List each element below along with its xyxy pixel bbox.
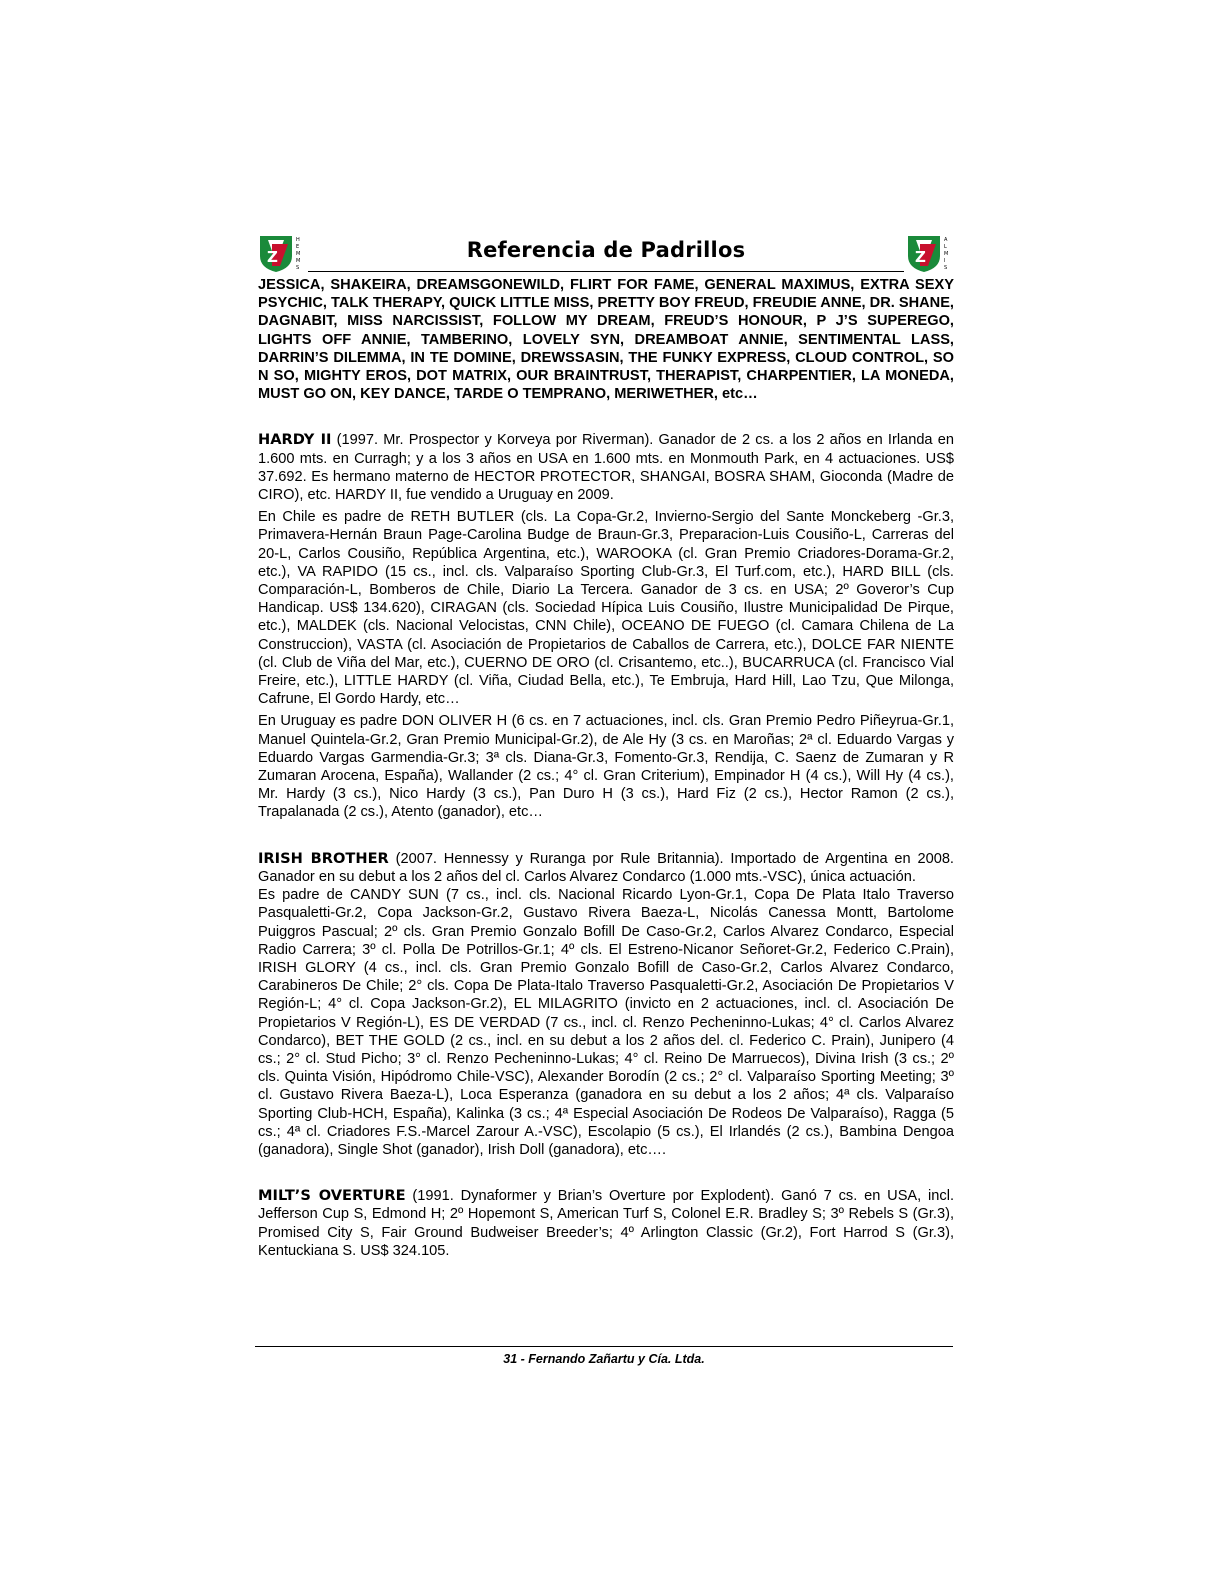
svg-text:E: E xyxy=(296,244,300,250)
sire-entry-paragraph: En Uruguay es padre DON OLIVER H (6 cs. en 7 actuaciones, incl. cls. Gran Premio Pedro Piñeyrua-Gr.1, Manuel Quintela-Gr.2, Gran Premio Municipal-Gr.2), de Ale Hy (3 cs. en Maroñas; 2ª cl. Eduardo Vargas y Eduardo Vargas Garmendia-Gr.3; 3ª cls. Diana-Gr.3, Fomento-Gr.3, Rendija, C. Saenz de Zumaran y R Zumaran Arocena, España), Wallander (2 cs.; 4° cl. Gran Criterium), Empinador H (4 cs.), Will Hy (4 cs.), Mr. Hardy (3 cs.), Nico Hardy (3 cs.), Pan Duro H (3 cs.), Hard Fiz (2 cs.), Hector Ramon (2 cs.), Trapalanada (2 cs.), Atento (ganador), etc… xyxy=(258,713,954,821)
svg-text:Z: Z xyxy=(915,248,926,266)
svg-text:M: M xyxy=(944,251,949,257)
svg-text:Z: Z xyxy=(267,248,278,266)
title-underline xyxy=(308,271,904,272)
logo-left xyxy=(258,232,306,274)
svg-text:H: H xyxy=(296,237,300,243)
page-title: Referencia de Padrillos xyxy=(466,238,746,262)
sire-entry-paragraph: MILT’S OVERTURE (1991. Dynaformer y Brian’s Overture por Explodent). Ganó 7 cs. en USA, incl. Jefferson Cup S, Edmond H; 2º Hopemont S, American Turf S, Colonel E.R. Bradley S; 3º Rebels S (Gr.3), Promised City S, Fair Ground Budweiser Breeder’s; 4º Arlington Classic (Gr.2), Fort Harrod S (Gr.3), Kentuckiana S. US$ 324.105. xyxy=(258,1187,954,1259)
intro-offspring-list: JESSICA, SHAKEIRA, DREAMSGONEWILD, FLIRT FOR FAME, GENERAL MAXIMUS, EXTRA SEXY PSYCHIC, TALK THERAPY, QUICK LITTLE MISS, PRETTY BOY FREUD, FREUDIE ANNE, DR. SHANE, DAGNABIT, MISS NARCISSIST, FOLLOW MY DREAM, FREUD’S HONOUR, P J’S SUPEREGO, LIGHTS OFF ANNIE, TAMBERINO, LOVELY SYN, DREAMBOAT ANNIE, SENTIMENTAL LASS, DARRIN’S DILEMMA, IN TE DOMINE, DREWSSASIN, THE FUNKY EXPRESS, CLOUD CONTROL, SO N SO, MIGHTY EROS, DOT MATRIX, OUR BRAINTRUST, THERAPIST, CHARPENTIER, LA MONEDA, MUST GO ON, KEY DANCE, TARDE O TEMPRANO, MERIWETHER, etc… xyxy=(258,277,954,403)
svg-text:I: I xyxy=(944,258,946,264)
footer-rule xyxy=(255,1346,953,1347)
sire-name: HARDY II xyxy=(258,431,332,449)
sire-entry-paragraph: HARDY II (1997. Mr. Prospector y Korveya por Riverman). Ganador de 2 cs. a los 2 años en Irlanda en 1.600 mts. en Curragh; y a los 3 años en USA en 1.600 mts. en Monmouth Park, en 4 actuaciones. US$ 37.692. Es hermano materno de HECTOR PROTECTOR, SHANGAI, BOSRA SHAM, Gioconda (Madre de CIRO), etc. HARDY II, fue vendido a Uruguay en 2009. xyxy=(258,431,954,504)
page-header xyxy=(258,232,954,276)
logo-right xyxy=(906,232,954,274)
svg-text:S: S xyxy=(944,265,948,271)
svg-text:A: A xyxy=(944,237,948,243)
svg-text:M: M xyxy=(296,251,301,257)
sire-entry-paragraph: IRISH BROTHER (2007. Hennessy y Ruranga por Rule Britannia). Importado de Argentina en 2008. Ganador en su debut a los 2 años del cl. Carlos Alvarez Condarco (1.000 mts.-VSC), única actuación. xyxy=(258,849,954,885)
document-page xyxy=(258,232,954,1260)
svg-text:M: M xyxy=(296,258,301,264)
page-footer: 31 - Fernando Zañartu y Cía. Ltda. xyxy=(503,1352,705,1366)
sire-name: MILT’S OVERTURE xyxy=(258,1187,406,1205)
shield-logo-icon xyxy=(906,232,954,274)
sire-name: IRISH BROTHER xyxy=(258,849,389,867)
sire-entry-paragraph: En Chile es padre de RETH BUTLER (cls. La Copa-Gr.2, Invierno-Sergio del Sante Monckeberg -Gr.3, Primavera-Hernán Braun Page-Carolina Budge de Braun-Gr.3, Preparacion-Luis Cousiño-L, Carreras del 20-L, Carlos Cousiño, República Argentina, etc.), WAROOKA (cl. Gran Premio Criadores-Dorama-Gr.2, etc.), VA RAPIDO (15 cs., incl. cls. Valparaíso Sporting Club-Gr.3, El Turf.com, etc.), HARD BILL (cls. Comparación-L, Bomberos de Chile, Diario La Tercera. Ganador de 3 cs. en USA; 2º Goveror’s Cup Handicap. US$ 134.620), CIRAGAN (cls. Sociedad Hípica Luis Cousiño, Ilustre Municipalidad De Pirque, etc.), MALDEK (cls. Nacional Velocistas, CNN Chile), OCEANO DE FUEGO (cl. Camara Chilena de La Construccion), VASTA (cl. Asociación de Propietarios de Caballos de Carrera, etc.), DOLCE FAR NIENTE (cl. Club de Viña del Mar, etc.), CUERNO DE ORO (cl. Crisantemo, etc..), BUCARRUCA (cl. Francisco Vial Freire, etc.), LITTLE HARDY (cl. Viña, Ciudad Bella, etc.), Te Embruja, Hard Hill, Lao Tzu, Que Milonga, Cafrune, El Gordo Hardy, etc… xyxy=(258,509,954,708)
svg-text:L: L xyxy=(944,244,947,250)
sire-entry-paragraph: Es padre de CANDY SUN (7 cs., incl. cls. Nacional Ricardo Lyon-Gr.1, Copa De Plata Italo Traverso Pasqualetti-Gr.2, Copa Jackson-Gr.2, Gustavo Rivera Baeza-L, Nicolás Canessa Montt, Bartolome Puiggros Pascual; 2º cls. Gran Premio Gonzalo Bofill De Caso-Gr.2, Carlos Alvarez Condarco, Especial Radio Carrera; 3º cl. Polla De Potrillos-Gr.1; 4º cls. El Estreno-Nicanor Señoret-Gr.2, Federico C.Prain), IRISH GLORY (4 cs., incl. cls. Gran Premio Gonzalo Bofill de Caso-Gr.2, Carlos Alvarez Condarco, Carabineros De Chile; 2° cls. Copa De Plata-Italo Traverso Pasqualetti-Gr.2, Asociación De Propietarios V Región-L; 4° cl. Copa Jackson-Gr.2), EL MILAGRITO (invicto en 2 actuaciones, incl. cl. Asociación De Propietarios V Región-L), ES DE VERDAD (7 cs., incl. cl. Renzo Pecheninno-Lukas; 4° cl. Carlos Alvarez Condarco), BET THE GOLD (2 cs., incl. en su debut a los 2 años del. cl. Federico C. Prain), Junipero (4 cs.; 2° cl. Stud Picho; 3° cl. Renzo Pecheninno-Lukas; 4° cl. Reino De Marruecos), Divina Irish (3 cs.; 2º cls. Quinta Visión, Hipódromo Chile-VSC), Alexander Borodín (2 cs.; 2° cl. Valparaíso Sporting Meeting; 3º cl. Gustavo Rivera Baeza-L), Loca Esperanza (ganadora en su debut a los 2 años; 4ª cls. Valparaíso Sporting Club-HCH, España), Kalinka (3 cs.; 4ª Especial Asociación De Rodeos De Valparaíso), Ragga (5 cs.; 4ª cl. Criadores F.S.-Marcel Zarour A.-VSC), Escolapio (5 cs.), El Irlandés (2 cs.), Bambina Dengoa (ganadora), Single Shot (ganador), Irish Doll (ganadora), etc…. xyxy=(258,887,954,1158)
svg-text:S: S xyxy=(296,265,300,271)
shield-logo-icon xyxy=(258,232,306,274)
